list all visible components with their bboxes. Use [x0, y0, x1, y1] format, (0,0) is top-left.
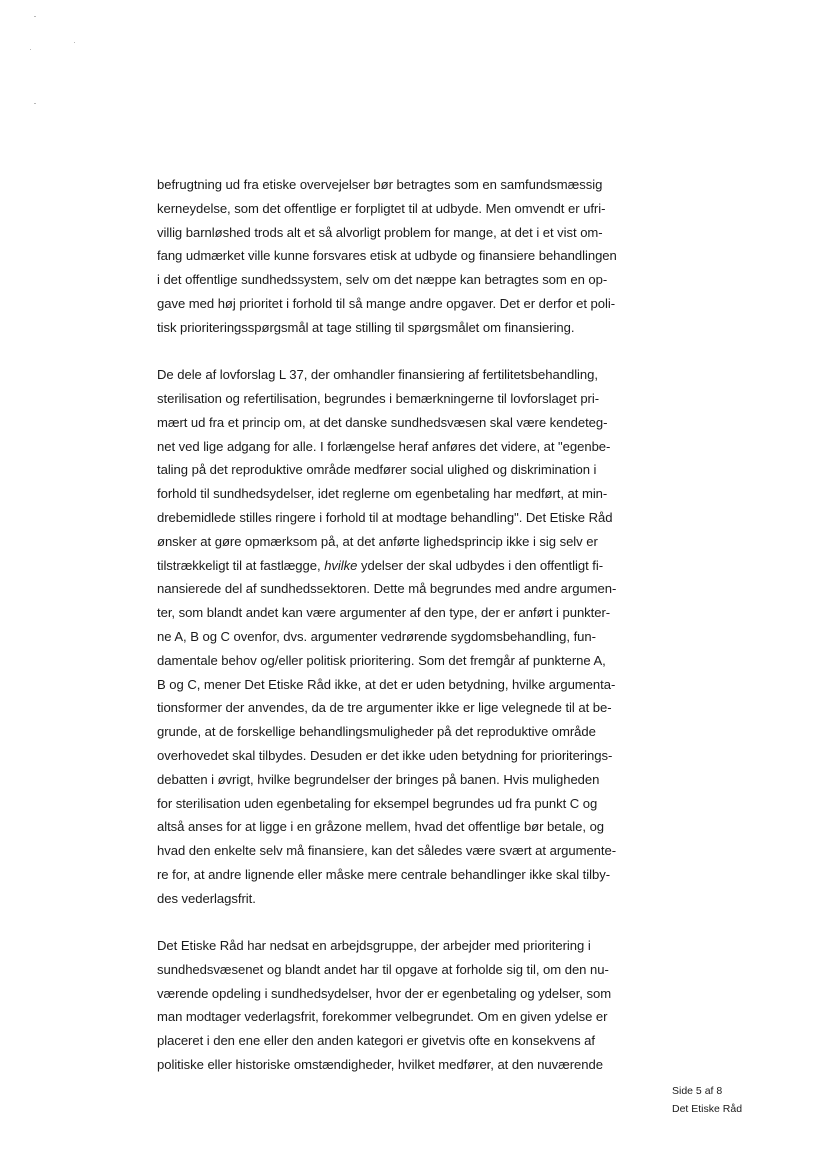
text-line: ter, som blandt andet kan være argumenter af den type, der er anført i punkter- [157, 605, 611, 621]
text-line: hvad den enkelte selv må finansiere, kan det således være svært at argumente- [157, 843, 617, 859]
text-line: des vederlagsfrit. [157, 890, 256, 906]
scan-artifact [74, 42, 75, 43]
text-line: sterilisation og refertilisation, begrundes i bemærkningerne til lovforslaget pri- [157, 390, 600, 406]
text-line: tisk prioriteringsspørgsmål at tage stilling til spørgsmålet om finansiering. [157, 319, 575, 335]
text-line: altså anses for at ligge i en gråzone mellem, hvad det offentlige bør betale, og [157, 819, 605, 835]
text-line: placeret i den ene eller den anden kategori er givetvis ofte en konsekvens af [157, 1033, 595, 1049]
text-line: mært ud fra et princip om, at det danske sundhedsvæsen skal være kendeteg- [157, 414, 608, 430]
text-line [157, 577, 657, 601]
text-line: fang udmærket ville kunne forsvares etisk at udbyde og finansiere behandlingen [157, 248, 617, 264]
text-line: politiske eller historiske omstændigheder, hvilket medfører, at den nuværende [157, 1057, 603, 1073]
text-line: ønsker at gøre opmærksom på, at det anførte lighedsprincip ikke i sig selv er [157, 533, 598, 549]
paragraph-3 [157, 934, 657, 1077]
text-line: værende opdeling i sundhedsydelser, hvor der er egenbetaling og ydelser, som [157, 985, 612, 1001]
text-line: drebemidlede stilles ringere i forhold til at modtage behandling". Det Etiske Råd [157, 509, 613, 525]
text-line: taling på det reproduktive område medfører social ulighed og diskrimination i [157, 462, 597, 478]
text-line: man modtager vederlagsfrit, forekommer velbegrundet. Om en given ydelse er [157, 1009, 608, 1025]
text-line: kerneydelse, som det offentlige er forpligtet til at udbyde. Men omvendt er ufri- [157, 200, 606, 216]
text-line: gave med høj prioritet i forhold til så mange andre opgaver. Det er derfor et poli- [157, 295, 616, 311]
text-segment: ansierede del af sundhedssektoren. Dette må begrundes med andre argumen- [164, 581, 617, 597]
text-line: overhovedet skal tilbydes. Desuden er det ikke uden betydning for prioriterings- [157, 747, 613, 763]
document-body [157, 173, 657, 1077]
page-number: Side 5 af 8 [672, 1085, 723, 1097]
paragraph-2 [157, 363, 657, 910]
page-footer [672, 1082, 742, 1118]
text-segment: ydelser der skal udbydes i den offentligt fi- [357, 557, 604, 573]
text-line: i det offentlige sundhedssystem, selv om det næppe kan betragtes som en op- [157, 272, 608, 288]
text-line: net ved lige adgang for alle. I forlængelse heraf anføres det videre, at "egenbe- [157, 438, 611, 454]
text-line: tionsformer der anvendes, da de tre argumenter ikke er lige velegnede til at be- [157, 700, 612, 716]
text-segment: n [157, 581, 165, 597]
footer-organization: Det Etiske Råd [672, 1103, 743, 1115]
text-line: De dele af lovforslag L 37, der omhandler finansiering af fertilitetsbehandling, [157, 367, 598, 383]
italic-word: hvilke [324, 557, 358, 573]
scan-artifact [30, 49, 31, 50]
text-line: sundhedsvæsenet og blandt andet har til opgave at forholde sig til, om den nu- [157, 961, 609, 977]
text-segment: tilstrækkeligt til at fastlægge, [157, 557, 325, 573]
text-line: ne A, B og C ovenfor, dvs. argumenter vedrørende sygdomsbehandling, fun- [157, 628, 596, 644]
scan-artifact [34, 16, 36, 17]
text-line: re for, at andre lignende eller måske mere centrale behandlinger ikke skal tilby- [157, 866, 611, 882]
text-line: damentale behov og/eller politisk prioritering. Som det fremgår af punkterne A, [157, 652, 606, 668]
text-line: for sterilisation uden egenbetaling for eksempel begrundes ud fra punkt C og [157, 795, 598, 811]
text-line: villig barnløshed trods alt et så alvorligt problem for mange, at det i et vist om- [157, 224, 603, 240]
text-line: grunde, at de forskellige behandlingsmuligheder på det reproduktive område [157, 724, 596, 740]
text-line: B og C, mener Det Etiske Råd ikke, at det er uden betydning, hvilke argumenta- [157, 676, 616, 692]
text-line: Det Etiske Råd har nedsat en arbejdsgruppe, der arbejder med prioritering i [157, 938, 591, 954]
scan-artifact [34, 103, 36, 104]
text-line-with-italic [157, 554, 657, 578]
text-line: debatten i øvrigt, hvilke begrundelser der bringes på banen. Hvis muligheden [157, 771, 600, 787]
text-line: befrugtning ud fra etiske overvejelser bør betragtes som en samfundsmæssig [157, 177, 603, 192]
paragraph-1 [157, 173, 657, 340]
text-line: forhold til sundhedsydelser, idet reglerne om egenbetaling har medført, at min- [157, 486, 608, 502]
